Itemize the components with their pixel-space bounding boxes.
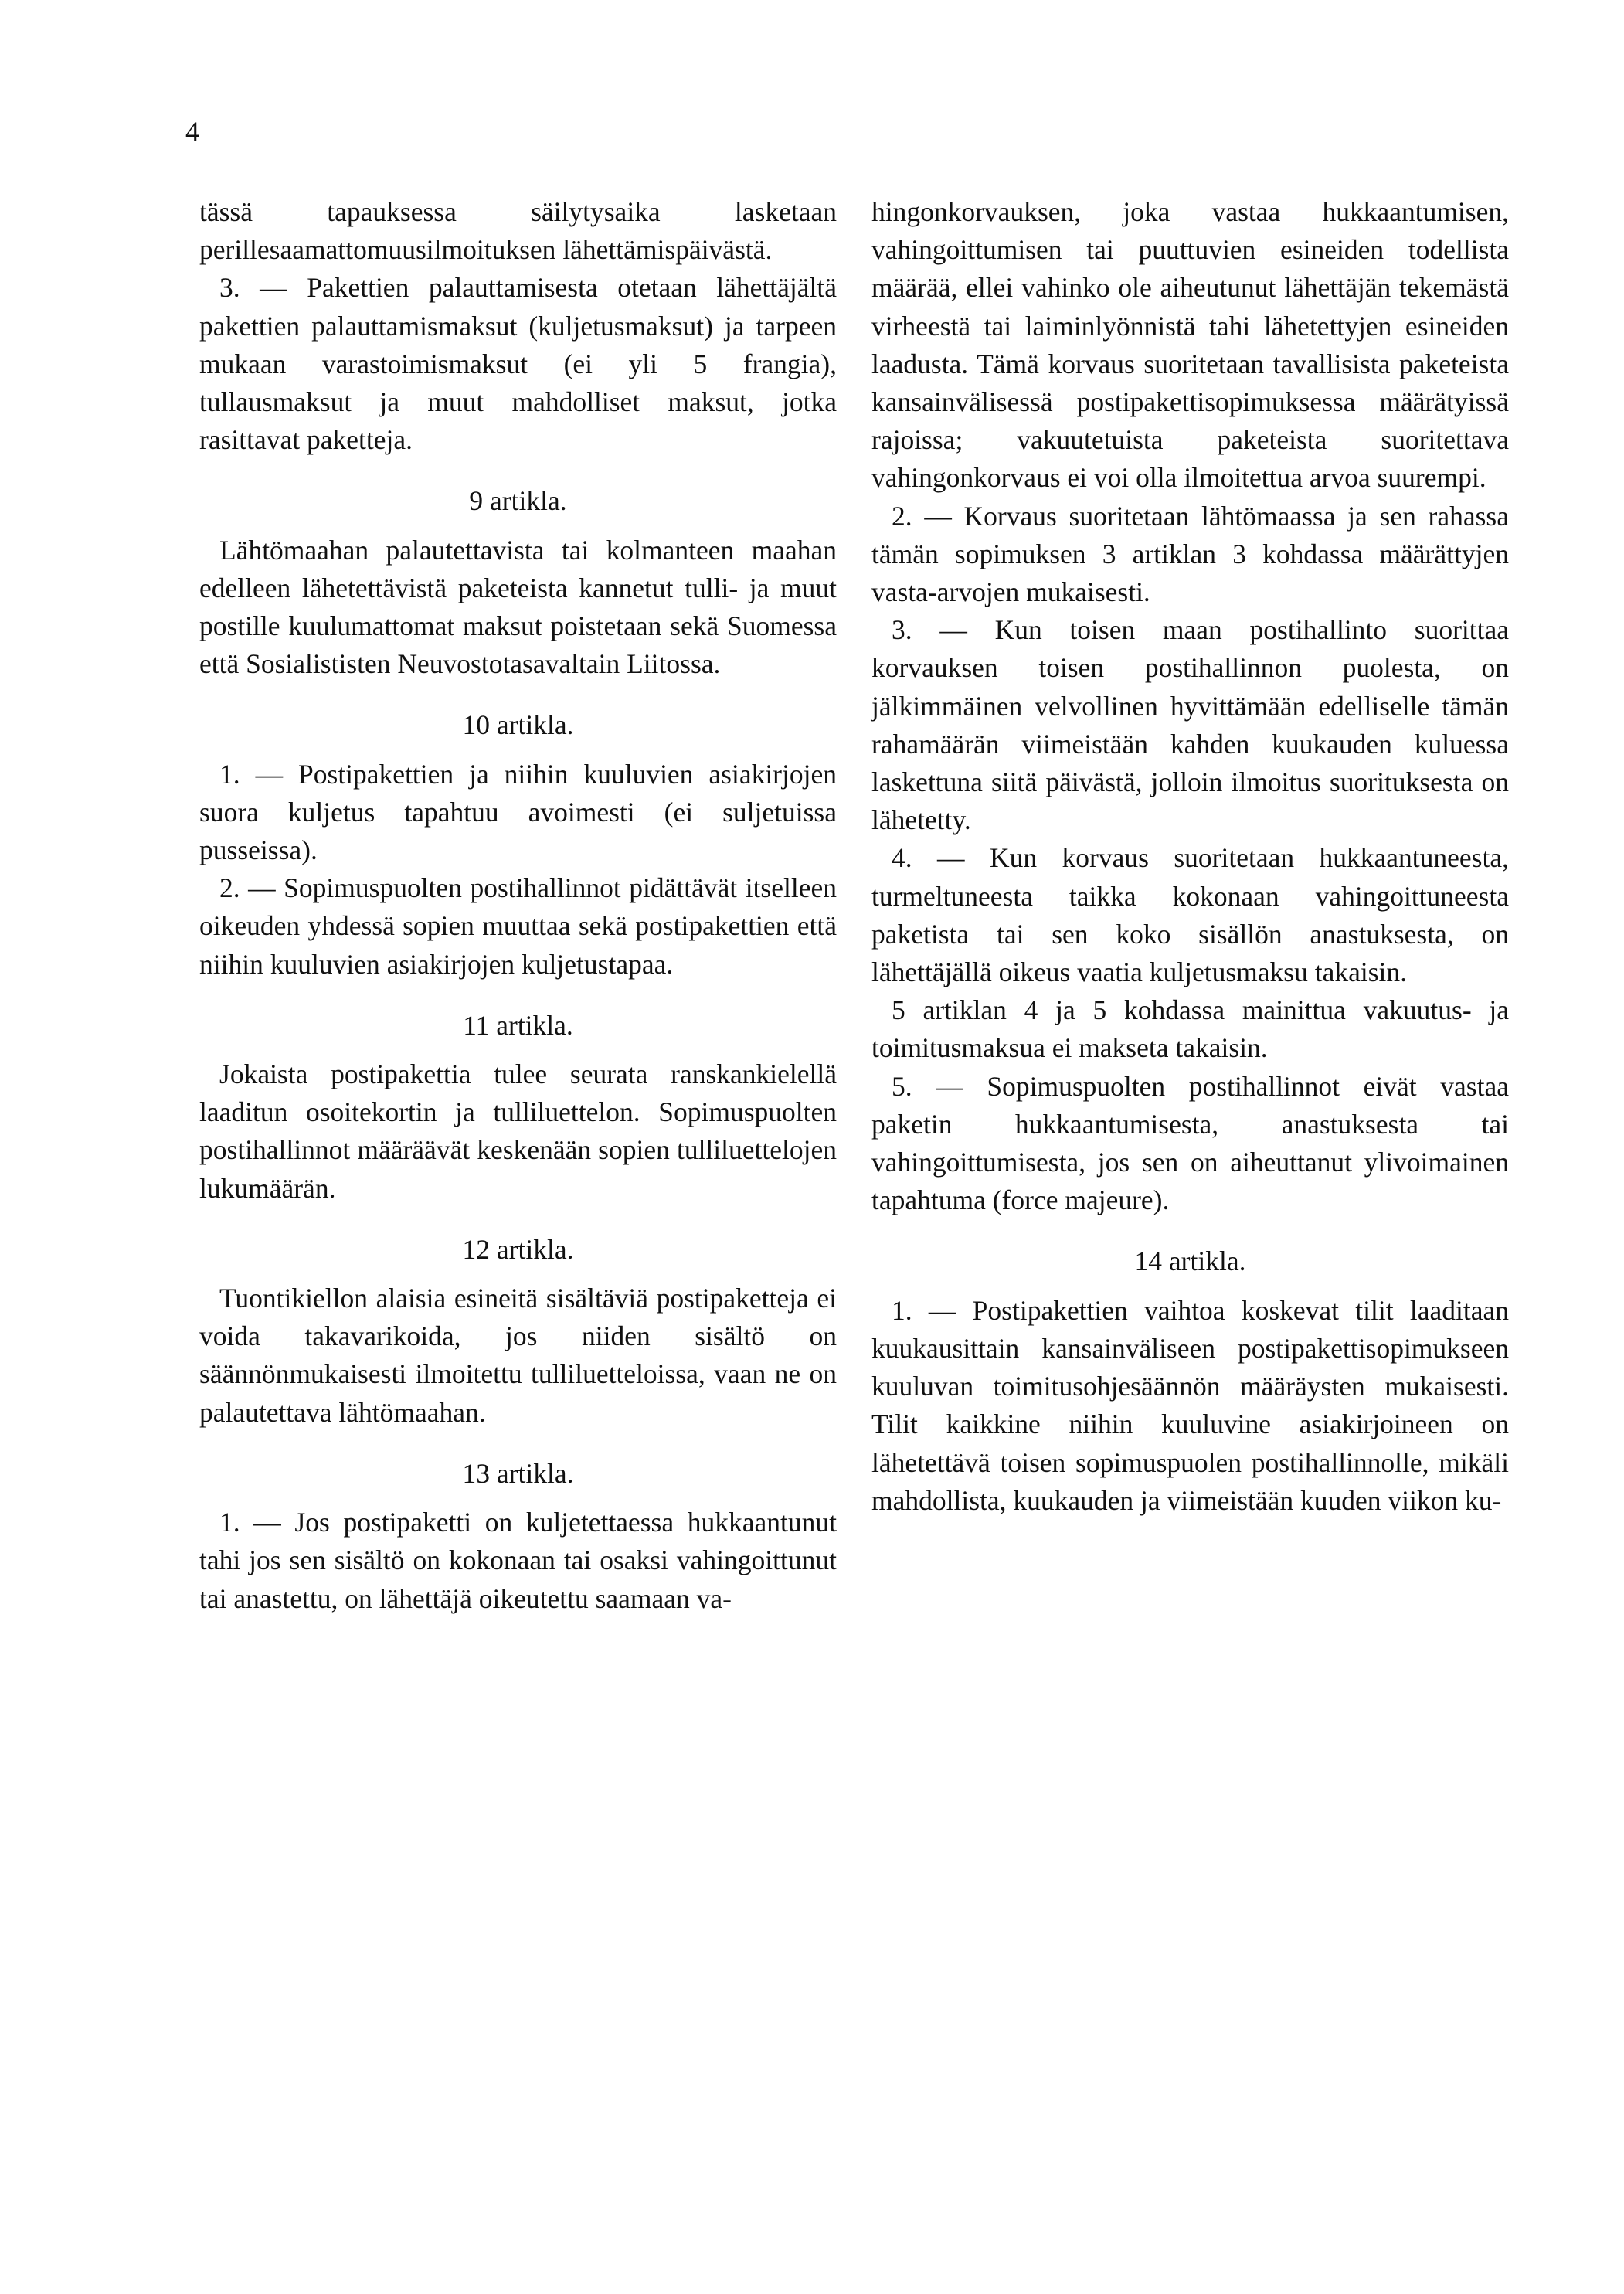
paragraph: 3. — Kun toisen maan postihallinto suorittaa korvauksen toisen postihallinnon puolesta, on jälkimmäinen velvollinen hyvittämään edelliselle tämän rahamäärän viimeistään kahden kuukauden kuluessa laskettuna siitä päivästä, jolloin ilmoitus suorituksesta on lähetetty. — [871, 614, 1509, 836]
paragraph: 4. — Kun korvaus suoritetaan hukkaantuneesta, turmeltuneesta taikka kokonaan vahingoittuneesta paketista tai sen koko sisällön anastuksesta, on lähettäjällä oikeus vaatia kuljetusmaksu takaisin. — [871, 842, 1509, 988]
article-heading: 11 artikla. — [463, 1009, 573, 1041]
article-heading: 9 artikla. — [469, 485, 567, 517]
article-heading: 14 artikla. — [1134, 1246, 1246, 1277]
article-heading: 12 artikla. — [462, 1233, 574, 1265]
paragraph: hingonkorvauksen, joka vastaa hukkaantumisen, vahingoittumisen tai puuttuvien esineiden todellista määrää, ellei vahinko ole aiheutunut lähettäjän tekemästä virheestä tai laiminlyönnistä tahi lähetettyjen esineiden laadusta. Tämä korvaus suoritetaan tavallisista paketeista kansainvälisessä postipakettisopimuksessa määrätyissä rajoissa; vakuutetuista paketeista suoritettava vahingonkorvaus ei voi olla ilmoitettua arvoa suurempi. — [871, 196, 1509, 494]
article-heading: 10 artikla. — [462, 709, 574, 741]
left-column — [199, 193, 837, 1618]
paragraph: tässä tapauksessa säilytysaika lasketaan perillesaamattomuusilmoituksen lähettämispäivästä. — [199, 196, 837, 266]
paragraph: 3. — Pakettien palauttamisesta otetaan lähettäjältä pakettien palauttamismaksut (kuljetusmaksut) ja tarpeen mukaan varastoimismaksut (ei yli 5 frangia), tullausmaksut ja muut mahdolliset maksut, jotka rasittavat paketteja. — [199, 272, 837, 456]
paragraph: 1. — Postipakettien vaihtoa koskevat tilit laaditaan kuukausittain kansainväliseen postipakettisopimukseen kuuluvan toimitusohjesäännön määräysten mukaisesti. Tilit kaikkine niihin kuuluvine asiakirjoineen on lähetettävä toisen sopimuspuolen postihallinnolle, mikäli mahdollista, kuukauden ja viimeistään kuuden viikon ku- — [871, 1294, 1509, 1516]
paragraph: 2. — Sopimuspuolten postihallinnot pidättävät itselleen oikeuden yhdessä sopien muuttaa sekä postipakettien että niihin kuuluvien asiakirjojen kuljetustapaa. — [199, 872, 837, 980]
paragraph: Lähtömaahan palautettavista tai kolmanteen maahan edelleen lähetettävistä paketeista kannetut tulli- ja muut postille kuulumattomat maksut poistetaan sekä Suomessa että Sosialististen Neuvostotasavaltain Liitossa. — [199, 534, 837, 680]
paragraph: Jokaista postipakettia tulee seurata ranskankielellä laaditun osoitekortin ja tulliluettelon. Sopimuspuolten postihallinnot määräävät keskenään sopien tulliluettelojen lukumäärän. — [199, 1059, 837, 1204]
paragraph: 1. — Postipakettien ja niihin kuuluvien asiakirjojen suora kuljetus tapahtuu avoimesti (ei suljetuissa pusseissa). — [199, 758, 837, 866]
paragraph: 1. — Jos postipaketti on kuljetettaessa hukkaantunut tahi jos sen sisältö on kokonaan tai osaksi vahingoittunut tai anastettu, on lähettäjä oikeutettu saamaan va- — [199, 1507, 837, 1614]
paragraph: 2. — Korvaus suoritetaan lähtömaassa ja sen rahassa tämän sopimuksen 3 artiklan 3 kohdassa määrättyjen vasta-arvojen mukaisesti. — [871, 500, 1509, 608]
article-heading: 13 artikla. — [462, 1457, 574, 1489]
right-column — [871, 193, 1509, 1520]
page-number: 4 — [185, 116, 199, 147]
paragraph: Tuontikiellon alaisia esineitä sisältäviä postipaketteja ei voida takavarikoida, jos niiden sisältö on säännönmukaisesti ilmoitettu tulliluetteloissa, vaan ne on palautettava lähtömaahan. — [199, 1283, 837, 1428]
paragraph: 5. — Sopimuspuolten postihallinnot eivät vastaa paketin hukkaantumisesta, anastuksesta tai vahingoittumisesta, jos sen on aiheuttanut ylivoimainen tapahtuma (force majeure). — [871, 1070, 1509, 1216]
paragraph: 5 artiklan 4 ja 5 kohdassa mainittua vakuutus- ja toimitusmaksua ei makseta takaisin. — [871, 994, 1509, 1064]
